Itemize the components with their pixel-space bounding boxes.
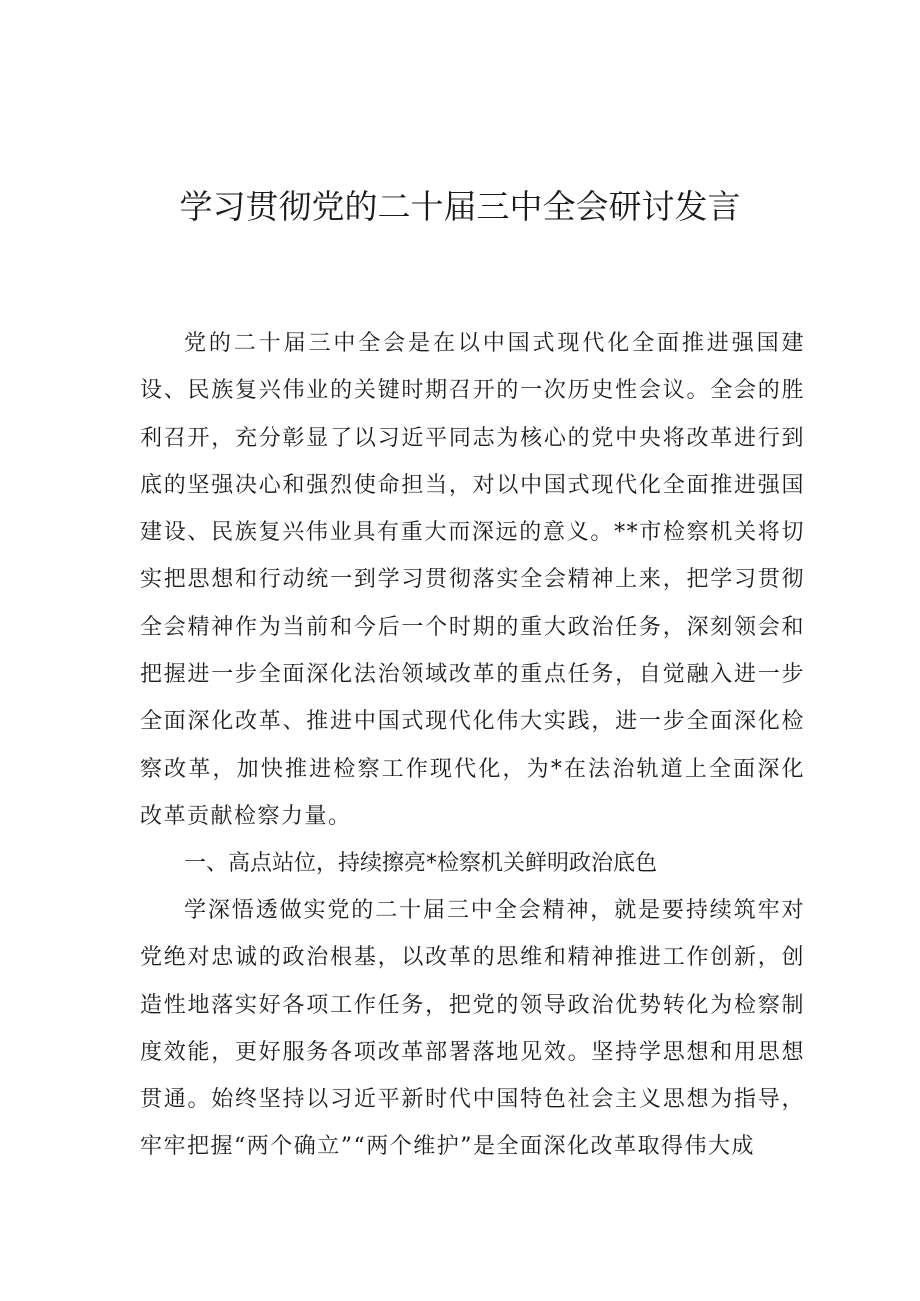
paragraph-intro: 党的二十届三中全会是在以中国式现代化全面推进强国建设、民族复兴伟业的关键时期召开的一次历史性会议。全会的胜利召开，充分彰显了以习近平同志为核心的党中央将改革进行到底的坚强决心和强烈使命担当，对以中国式现代化全面推进强国建设、民族复兴伟业具有重大而深远的意义。**市检察机关将切实把思想和行动统一到学习贯彻落实全会精神上来，把学习贯彻全会精神作为当前和今后一个时期的重大政治任务，深刻领会和把握进一步全面深化法治领域改革的重点任务，自觉融入进一步全面深化改革、推进中国式现代化伟大实践，进一步全面深化检察改革，加快推进检察工作现代化，为*在法治轨道上全面深化改革贡献检察力量。 — [140, 331, 805, 829]
paragraph-section-1: 学深悟透做实党的二十届三中全会精神，就是要持续筑牢对党绝对忠诚的政治根基，以改革的思维和精神推进工作创新，创造性地落实好各项工作任务，把党的领导政治优势转化为检察制度效能，更好服务各项改革部署落地见效。坚持学思想和用思想贯通。始终坚持以习近平新时代中国特色社会主义思想为指导，牢牢把握“两个确立”“两个维护”是全面深化改革取得伟大成 — [140, 898, 805, 1160]
document-title: 学习贯彻党的二十届三中全会研讨发言 — [179, 187, 741, 226]
section-heading: 一、高点站位，持续擦亮*检察机关鲜明政治底色 — [184, 851, 658, 876]
